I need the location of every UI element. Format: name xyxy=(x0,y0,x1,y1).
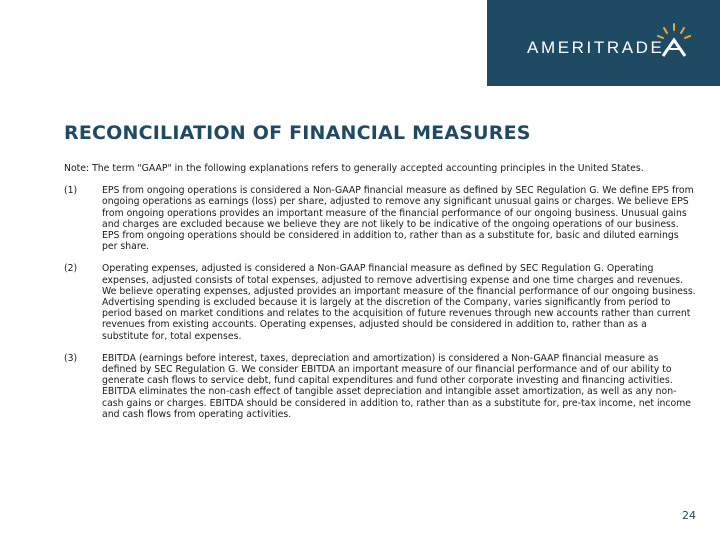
measures-body xyxy=(64,163,696,431)
logo-wordmark: AMERITRADE xyxy=(527,38,665,57)
page-title: RECONCILIATION OF FINANCIAL MEASURES xyxy=(64,122,531,144)
page-number: 24 xyxy=(682,509,696,522)
ameritrade-burst-icon xyxy=(657,22,691,62)
measure-item-ebitda xyxy=(64,353,696,420)
ameritrade-logo-banner xyxy=(487,0,720,86)
item-number: (2) xyxy=(64,263,78,275)
item-text: Operating expenses, adjusted is considered a Non-GAAP financial measure as defined by SEC Regulation G. Operating expenses, adjusted consists of total expenses, adjusted to remove advertising expense and one time charges and revenues. We believe operating expenses, adjusted provides an important measure of the financial performance of our ongoing business. Advertising spending is excluded because it is largely at the discretion of the Company, varies significantly from period to period based on market conditions and relates to the acquisition of future revenues through new accounts rather than current revenues from existing accounts. Operating expenses, adjusted should be considered in addition to, rather than as a substitute for, total expenses. xyxy=(102,263,696,342)
measure-item-eps xyxy=(64,185,696,252)
measure-item-operating-expenses xyxy=(64,263,696,341)
item-number: (1) xyxy=(64,185,78,197)
item-text: EPS from ongoing operations is considered a Non-GAAP financial measure as defined by SEC Regulation G. We define EPS from ongoing operations as earnings (loss) per share, adjusted to remove any significant unusual gains or charges. We believe EPS from ongoing operations provides an important measure of the financial performance of our ongoing business. Unusual gains and charges are excluded because we believe they are not likely to be indicative of the ongoing operations of our business. EPS from ongoing operations should be considered in addition to, rather than as a substitute for, basic and diluted earnings per share. xyxy=(102,185,694,253)
item-text: EBITDA (earnings before interest, taxes, depreciation and amortization) is considered a Non-GAAP financial measure as defined by SEC Regulation G. We consider EBITDA an important measure of our financial performance and of our ability to generate cash flows to service debt, fund capital expenditures and fund other corporate investing and financing activities. EBITDA eliminates the non-cash effect of tangible asset depreciation and intangible asset amortization, as well as any non-cash gains or charges. EBITDA should be considered in addition to, rather than as a substitute for, pre-tax income, net income and cash flows from operating activities. xyxy=(102,352,692,420)
gaap-note: Note: The term "GAAP" in the following explanations refers to generally accepted accounting principles in the United States. xyxy=(64,163,644,174)
item-number: (3) xyxy=(64,352,78,364)
